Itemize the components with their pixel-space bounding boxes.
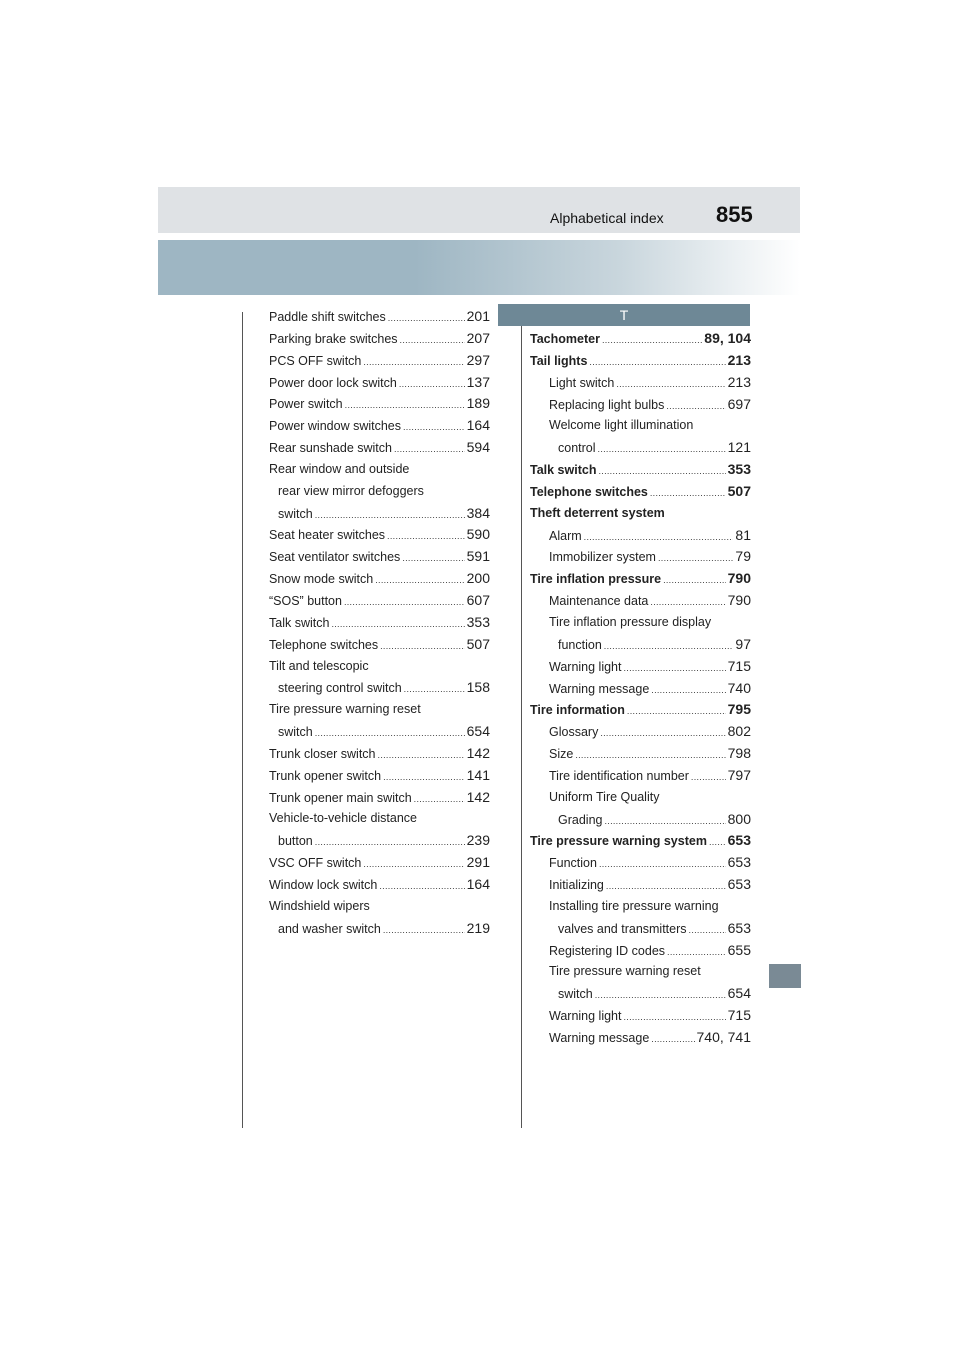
index-entry: Vehicle-to-vehicle distance — [269, 811, 417, 826]
index-entry[interactable]: Window lock switch ..... 164 — [269, 874, 490, 896]
index-entry[interactable]: Trunk closer switch ..... 142 — [269, 743, 490, 765]
page-number: 855 — [716, 202, 753, 227]
index-entry[interactable]: Power window switches ..... 164 — [269, 415, 490, 437]
index-subentry[interactable]: Tire identification number ..... 797 — [530, 765, 751, 787]
middle-column-rule — [521, 312, 522, 1128]
index-entry[interactable]: Telephone switches ..... 507 — [269, 634, 490, 656]
header-band — [158, 240, 800, 295]
index-column-right — [530, 328, 751, 1049]
index-entry[interactable]: Trunk opener main switch ..... 142 — [269, 787, 490, 809]
index-entry-continued[interactable]: steering control switch ..... 158 — [269, 677, 490, 699]
index-subentry-continued[interactable]: control ..... 121 — [530, 437, 751, 459]
index-entry[interactable]: Seat heater switches ..... 590 — [269, 524, 490, 546]
index-entry[interactable]: Parking brake switches ..... 207 — [269, 328, 490, 350]
index-subentry[interactable]: Light switch ..... 213 — [530, 372, 751, 394]
index-subentry[interactable]: Maintenance data ..... 790 — [530, 590, 751, 612]
section-header-t: T — [498, 304, 750, 326]
index-entry-continued[interactable]: and washer switch ..... 219 — [269, 918, 490, 940]
index-subentry: Tire pressure warning reset — [549, 964, 701, 979]
index-entry-main[interactable]: Tire information ..... 795 — [530, 699, 751, 721]
index-subentry[interactable]: Immobilizer system ..... 79 — [530, 546, 751, 568]
index-entry[interactable]: Snow mode switch ..... 200 — [269, 568, 490, 590]
index-entry-continued: rear view mirror defoggers — [278, 483, 424, 498]
page-title: Alphabetical index — [550, 210, 664, 226]
index-subentry[interactable]: Warning light ..... 715 — [530, 1005, 751, 1027]
index-subentry: Installing tire pressure warning — [549, 898, 719, 913]
index-column-left — [269, 306, 490, 939]
index-subentry[interactable]: Replacing light bulbs ..... 697 — [530, 394, 751, 416]
index-entry-main[interactable]: Telephone switches ..... 507 — [530, 481, 751, 503]
index-entry[interactable]: Trunk opener switch ..... 141 — [269, 765, 490, 787]
index-entry-main[interactable]: Tire pressure warning system ..... 653 — [530, 830, 751, 852]
index-subentry: Tire inflation pressure display — [549, 614, 712, 629]
index-entry[interactable]: Seat ventilator switches ..... 591 — [269, 546, 490, 568]
index-subentry[interactable]: Registering ID codes ..... 655 — [530, 940, 751, 962]
index-entry-main[interactable]: Tail lights ..... 213 — [530, 350, 751, 372]
index-subentry-continued[interactable]: Grading ..... 800 — [530, 809, 751, 831]
index-subentry-continued[interactable]: function ..... 97 — [530, 634, 751, 656]
index-entry: Windshield wipers — [269, 898, 370, 913]
index-subentry[interactable]: Function ..... 653 — [530, 852, 751, 874]
index-entry[interactable]: PCS OFF switch ..... 297 — [269, 350, 490, 372]
side-thumb-tab — [769, 964, 801, 988]
header-bar — [158, 187, 800, 233]
index-subentry[interactable]: Initializing ..... 653 — [530, 874, 751, 896]
index-entry[interactable]: VSC OFF switch ..... 291 — [269, 852, 490, 874]
index-entry[interactable]: “SOS” button ..... 607 — [269, 590, 490, 612]
index-subentry[interactable]: Warning message ..... 740 — [530, 678, 751, 700]
index-entry-continued[interactable]: switch ..... 384 — [269, 503, 490, 525]
index-entry: Tilt and telescopic — [269, 658, 369, 673]
index-entry[interactable]: Paddle shift switches ..... 201 — [269, 306, 490, 328]
index-subentry: Uniform Tire Quality — [549, 789, 660, 804]
index-subentry[interactable]: Glossary ..... 802 — [530, 721, 751, 743]
index-subentry-continued[interactable]: valves and transmitters ..... 653 — [530, 918, 751, 940]
index-entry-main[interactable]: Tachometer ..... 89, 104 — [530, 328, 751, 350]
index-entry-main[interactable]: Tire inflation pressure ..... 790 — [530, 568, 751, 590]
index-subentry[interactable]: Alarm ..... 81 — [530, 525, 751, 547]
left-column-rule — [242, 312, 243, 1128]
index-subentry[interactable]: Size ..... 798 — [530, 743, 751, 765]
index-subentry-continued[interactable]: switch ..... 654 — [530, 983, 751, 1005]
index-entry-main[interactable]: Talk switch ..... 353 — [530, 459, 751, 481]
index-subentry: Welcome light illumination — [549, 418, 694, 433]
index-entry-continued[interactable]: switch ..... 654 — [269, 721, 490, 743]
index-entry: Tire pressure warning reset — [269, 702, 421, 717]
index-entry[interactable]: Power door lock switch ..... 137 — [269, 372, 490, 394]
index-subentry[interactable]: Warning light ..... 715 — [530, 656, 751, 678]
index-entry[interactable]: Rear sunshade switch ..... 594 — [269, 437, 490, 459]
index-entry: Rear window and outside — [269, 461, 410, 476]
index-entry[interactable]: Talk switch ..... 353 — [269, 612, 490, 634]
index-entry-continued[interactable]: button ..... 239 — [269, 830, 490, 852]
index-entry-main: Theft deterrent system — [530, 505, 665, 520]
index-subentry[interactable]: Warning message ..... 740, 741 — [530, 1027, 751, 1049]
index-entry[interactable]: Power switch ..... 189 — [269, 393, 490, 415]
